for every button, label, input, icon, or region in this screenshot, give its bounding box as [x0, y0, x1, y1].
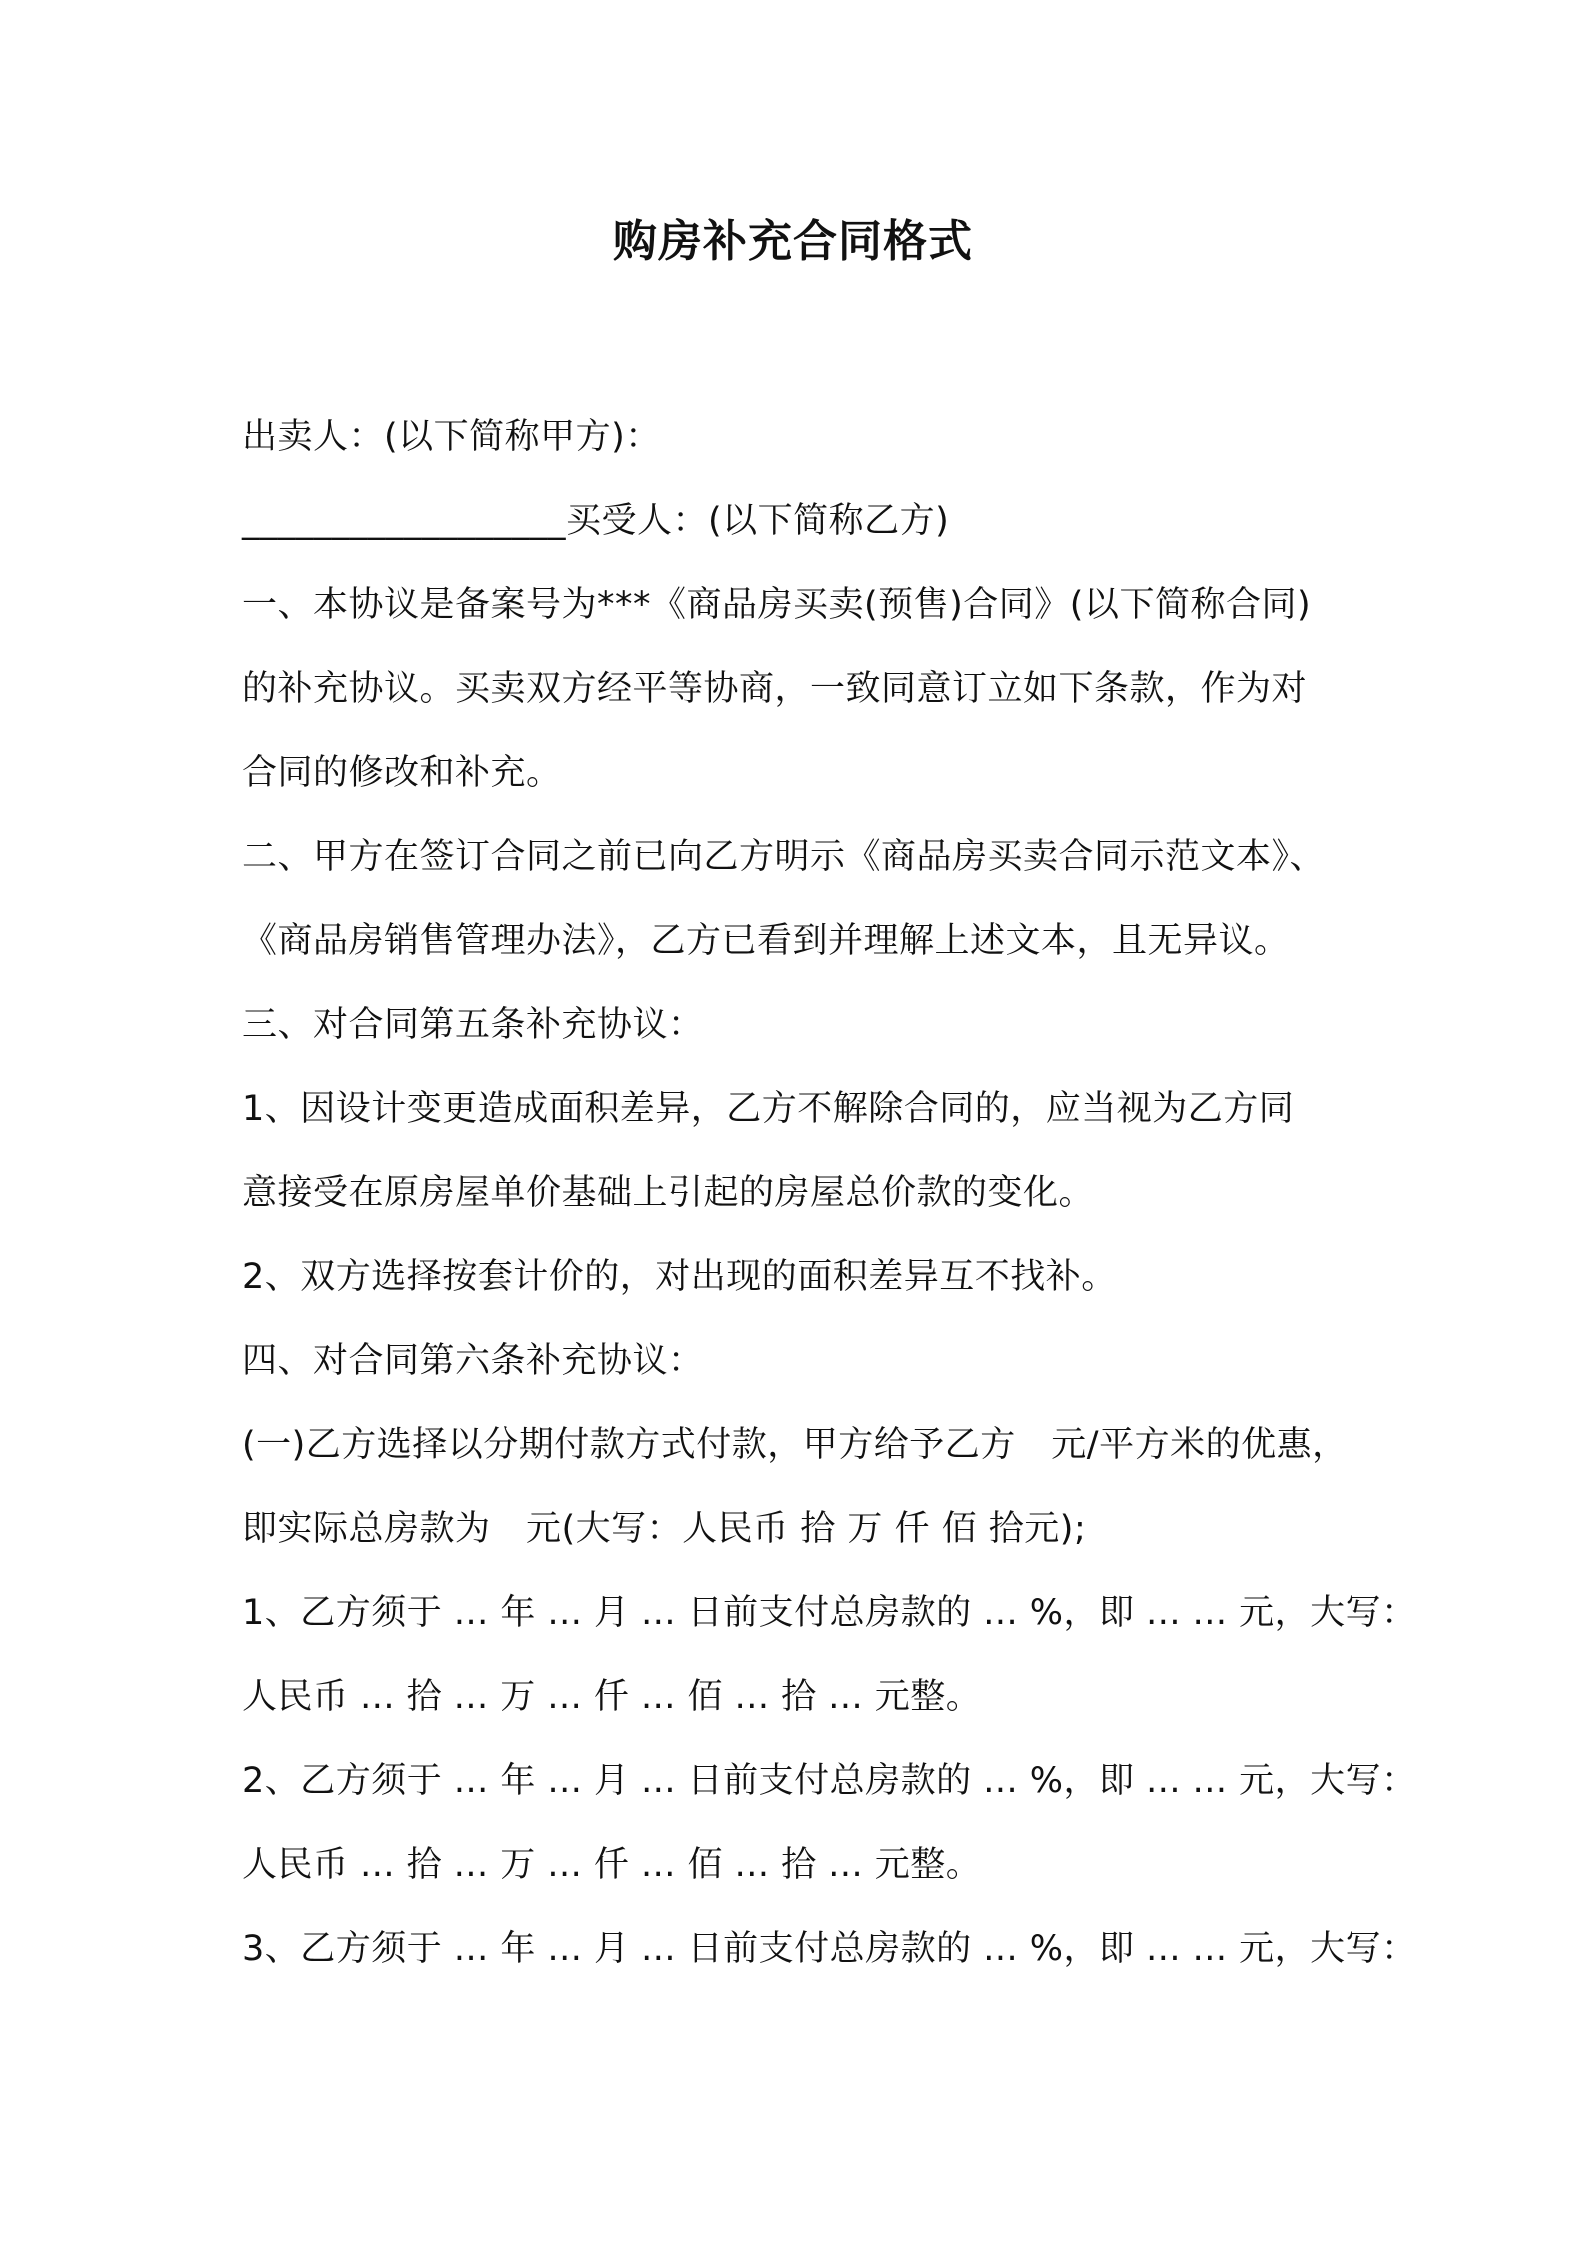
clause-4-heading: 四、对合同第六条补充协议： — [242, 1341, 704, 1381]
payment-2-line-2: 人民币 ... 拾 ... 万 ... 仟 ... 佰 ... 拾 ... 元整。 — [242, 1845, 982, 1885]
buyer-line: __________________买受人：(以下简称乙方) — [242, 501, 950, 541]
document-title: 购房补充合同格式 — [613, 216, 973, 267]
clause-4-sub-1-line-2: 即实际总房款为 元(大写：人民币 拾 万 仟 佰 拾元); — [242, 1509, 1087, 1549]
clause-2-line-1: 二、甲方在签订合同之前已向乙方明示《商品房买卖合同示范文本》、 — [242, 837, 1326, 877]
clause-3-heading: 三、对合同第五条补充协议： — [242, 1005, 704, 1045]
payment-1-line-2: 人民币 ... 拾 ... 万 ... 仟 ... 佰 ... 拾 ... 元整。 — [242, 1677, 982, 1717]
payment-2-line-1: 2、乙方须于 ... 年 ... 月 ... 日前支付总房款的 ... %，即 ... ... 元，大写： — [242, 1761, 1417, 1801]
clause-1-line-3: 合同的修改和补充。 — [242, 753, 562, 793]
clause-1-line-1: 一、本协议是备案号为***《商品房买卖(预售)合同》(以下简称合同) — [242, 585, 1312, 625]
clause-4-sub-1-line-1: (一)乙方选择以分期付款方式付款，甲方给予乙方 元/平方米的优惠， — [242, 1425, 1348, 1465]
clause-3-item-2: 2、双方选择按套计价的，对出现的面积差异互不找补。 — [242, 1257, 1117, 1297]
payment-3-line-1: 3、乙方须于 ... 年 ... 月 ... 日前支付总房款的 ... %，即 ... ... 元，大写： — [242, 1929, 1417, 1969]
clause-3-item-1-line-1: 1、因设计变更造成面积差异，乙方不解除合同的，应当视为乙方同 — [242, 1089, 1295, 1129]
clause-1-line-2: 的补充协议。买卖双方经平等协商，一致同意订立如下条款，作为对 — [242, 669, 1308, 709]
clause-3-item-1-line-2: 意接受在原房屋单价基础上引起的房屋总价款的变化。 — [242, 1173, 1095, 1213]
payment-1-line-1: 1、乙方须于 ... 年 ... 月 ... 日前支付总房款的 ... %，即 ... ... 元，大写： — [242, 1593, 1417, 1633]
seller-line: 出卖人：(以下简称甲方)： — [242, 417, 661, 457]
clause-2-line-2: 《商品房销售管理办法》，乙方已看到并理解上述文本，且无异议。 — [242, 921, 1290, 961]
